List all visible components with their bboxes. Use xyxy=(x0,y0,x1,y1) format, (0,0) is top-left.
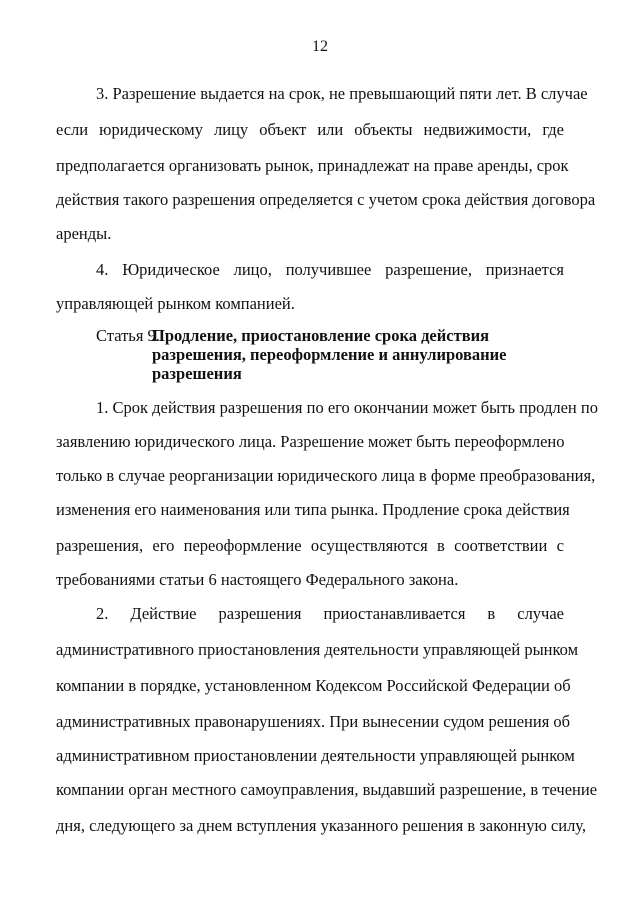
part-2-line-1: 2. Действие разрешения приостанавливается в случае xyxy=(96,604,564,623)
article-title-line-3: разрешения xyxy=(152,364,242,383)
page-number: 12 xyxy=(312,38,328,55)
paragraph-3-line-1: 3. Разрешение выдается на срок, не превышающий пяти лет. В случае xyxy=(96,84,588,103)
part-2-line-3: компании в порядке, установленном Кодексом Российской Федерации об xyxy=(56,676,571,695)
part-1-line-6: требованиями статьи 6 настоящего Федерального закона. xyxy=(56,570,459,589)
part-2-line-4: административных правонарушениях. При вынесении судом решения об xyxy=(56,712,571,731)
paragraph-3-line-3: предполагается организовать рынок, принадлежат на праве аренды, срок xyxy=(56,156,569,175)
part-2-line-2: административного приостановления деятельности управляющей рынком xyxy=(56,640,579,659)
paragraph-4-line-1: 4. Юридическое лицо, получившее разрешение, признается xyxy=(96,260,564,279)
part-1-line-5: разрешения, его переоформление осуществляются в соответствии с xyxy=(56,536,564,555)
part-2-line-6: компании орган местного самоуправления, выдавший разрешение, в течение xyxy=(56,780,598,799)
part-2-line-5: административном приостановлении деятельности управляющей рынком xyxy=(56,746,575,765)
article-number: Статья 9. xyxy=(96,326,160,345)
part-1-line-4: изменения его наименования или типа рынка. Продление срока действия xyxy=(56,500,570,519)
paragraph-3-line-2: если юридическому лицу объект или объекты недвижимости, где xyxy=(56,120,564,139)
article-title-line-2: разрешения, переоформление и аннулирование xyxy=(152,345,507,364)
article-title-line-1: Продление, приостановление срока действия xyxy=(152,326,490,345)
paragraph-4-line-2: управляющей рынком компанией. xyxy=(56,294,295,313)
part-1-line-3: только в случае реорганизации юридического лица в форме преобразования, xyxy=(56,466,596,485)
paragraph-3-line-5: аренды. xyxy=(56,224,112,243)
part-2-line-7: дня, следующего за днем вступления указанного решения в законную силу, xyxy=(56,816,587,835)
part-1-line-1: 1. Срок действия разрешения по его окончании может быть продлен по xyxy=(96,398,598,417)
part-1-line-2: заявлению юридического лица. Разрешение может быть переоформлено xyxy=(56,432,565,451)
paragraph-3-line-4: действия такого разрешения определяется с учетом срока действия договора xyxy=(56,190,596,209)
